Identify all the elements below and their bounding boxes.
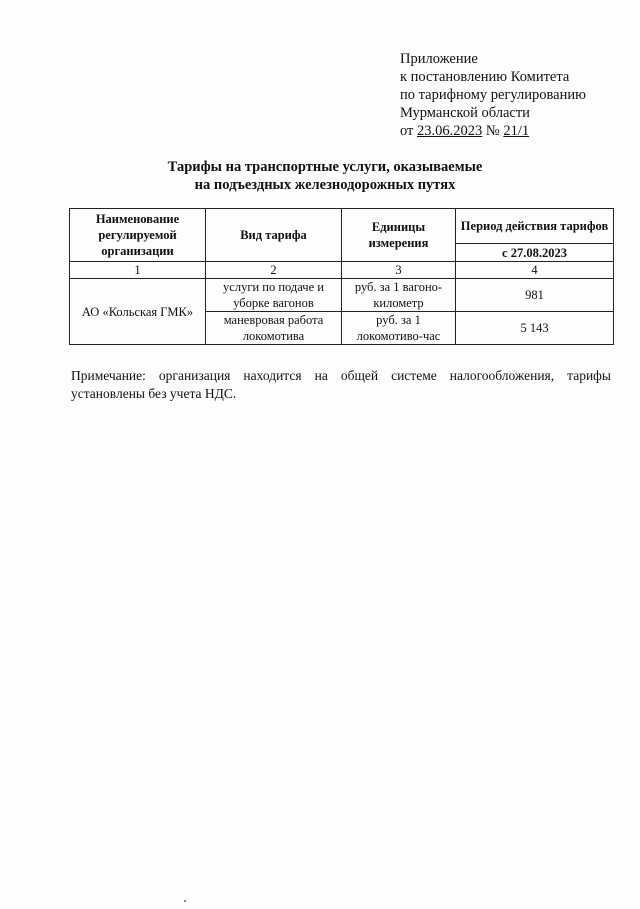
organization-cell: АО «Кольская ГМК» <box>70 279 206 345</box>
header-units: Единицы измерения <box>342 209 456 262</box>
tariff-value-cell: 981 <box>456 279 614 312</box>
column-number: 3 <box>342 262 456 279</box>
resolution-date: 23.06.2023 <box>417 123 483 139</box>
appendix-date-line <box>400 122 635 140</box>
unit-cell: руб. за 1 вагоно-километр <box>342 279 456 312</box>
header-tariff-type: Вид тарифа <box>206 209 342 262</box>
column-number: 1 <box>70 262 206 279</box>
note-paragraph: Примечание: организация находится на общей системе налогообложения, тарифы установлены без учета НДС. <box>71 368 611 401</box>
appendix-line-4: Мурманской области <box>400 105 530 121</box>
appendix-block <box>400 50 635 140</box>
tariff-value-cell: 5 143 <box>456 312 614 345</box>
header-period-from: с 27.08.2023 <box>456 244 614 262</box>
appendix-line-1: Приложение <box>400 51 478 67</box>
header-organization: Наименование регулируемой организации <box>70 209 206 262</box>
table-row <box>70 279 614 312</box>
number-sign: № <box>485 123 500 139</box>
date-prefix: от <box>400 123 414 139</box>
document-title <box>60 158 590 194</box>
tariffs-table <box>69 208 614 345</box>
unit-cell: руб. за 1 локомотиво-час <box>342 312 456 345</box>
scan-speck <box>184 900 186 902</box>
column-numbers-row <box>70 262 614 279</box>
header-period: Период действия тарифов <box>456 209 614 244</box>
column-number: 2 <box>206 262 342 279</box>
appendix-line-2: к постановлению Комитета <box>400 69 570 85</box>
resolution-number: 21/1 <box>503 123 530 139</box>
column-number: 4 <box>456 262 614 279</box>
tariff-type-cell: услуги по подаче и уборке вагонов <box>206 279 342 312</box>
tariff-type-cell: маневровая работа локомотива <box>206 312 342 345</box>
appendix-line-3: по тарифному регулированию <box>400 87 586 103</box>
title-line-2: на подъездных железнодорожных путях <box>194 177 456 193</box>
title-line-1: Тарифы на транспортные услуги, оказываемые <box>167 159 483 175</box>
